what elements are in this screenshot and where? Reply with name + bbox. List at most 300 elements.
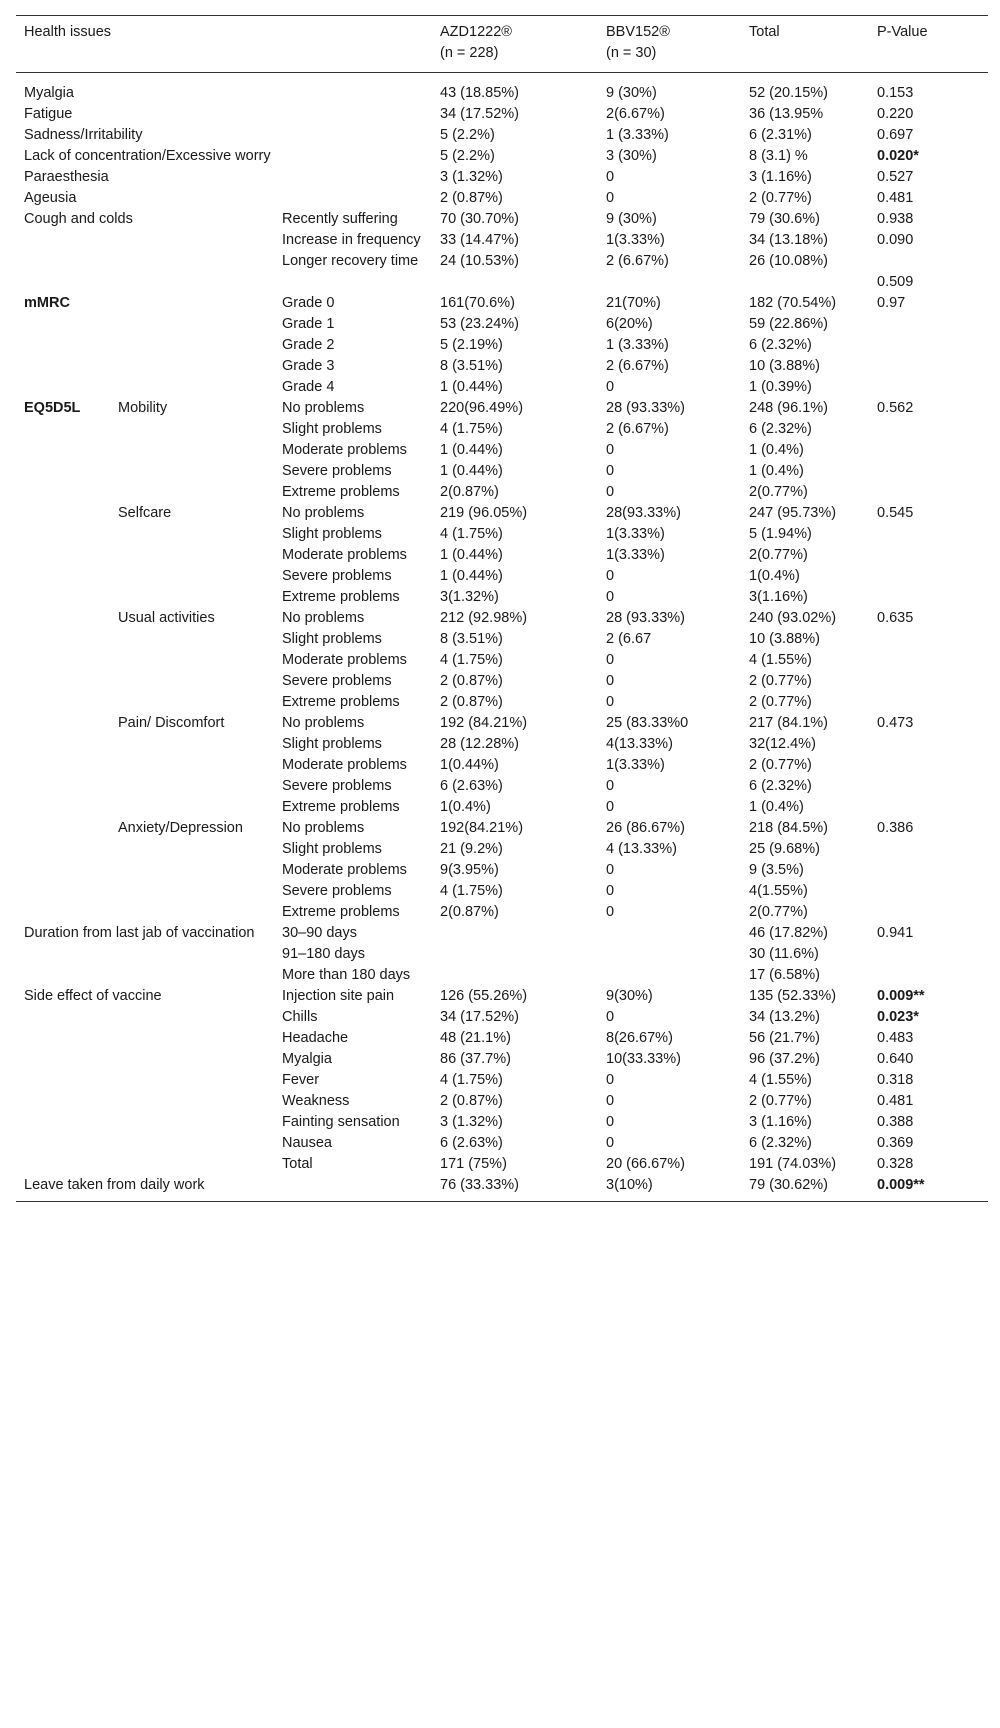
cell-total: 3 (1.16%) <box>749 169 812 185</box>
cell-bbv152: 0 <box>606 463 615 479</box>
table-row <box>16 1049 988 1070</box>
cell-total: 135 (52.33%) <box>749 988 837 1004</box>
cell-bbv152: 20 (66.67%) <box>606 1156 685 1172</box>
cell-health-issue <box>16 1112 274 1133</box>
cell-total: 5 (1.94%) <box>749 526 812 542</box>
cell-p-value: 0.386 <box>877 820 914 836</box>
cell-azd1222: 1 (0.44%) <box>440 547 503 563</box>
cell-health-issue <box>16 608 110 629</box>
cell-item: Fainting sensation <box>282 1114 400 1130</box>
cell-azd1222: 6 (2.63%) <box>440 1135 503 1151</box>
cell-health-issue: Side effect of vaccine <box>24 988 162 1004</box>
cell-p-value <box>869 797 988 818</box>
cell-p-value: 0.023* <box>877 1009 919 1025</box>
cell-health-issue <box>16 1091 274 1112</box>
cell-health-issue <box>16 566 110 587</box>
cell-p-value <box>869 692 988 713</box>
cell-bbv152: 0 <box>606 799 615 815</box>
table-row <box>16 482 988 503</box>
cell-total: 1 (0.4%) <box>749 799 804 815</box>
table-row <box>16 73 988 105</box>
cell-bbv152: 10(33.33%) <box>606 1051 681 1067</box>
cell-item: Slight problems <box>282 526 382 542</box>
cell-subcategory <box>110 461 274 482</box>
cell-health-issue <box>16 839 110 860</box>
cell-p-value: 0.481 <box>877 190 914 206</box>
cell-item: Moderate problems <box>282 757 407 773</box>
cell-azd1222: 70 (30.70%) <box>440 211 519 227</box>
cell-azd1222: 4 (1.75%) <box>440 883 503 899</box>
header-bbv152 <box>598 16 741 73</box>
table-row <box>16 755 988 776</box>
cell-item: Severe problems <box>282 883 392 899</box>
cell-bbv152: 1(3.33%) <box>606 526 665 542</box>
table-row <box>16 797 988 818</box>
cell-health-issue <box>16 545 110 566</box>
cell-azd1222: 33 (14.47%) <box>440 232 519 248</box>
cell-total: 2 (0.77%) <box>749 1093 812 1109</box>
cell-subcategory <box>110 860 274 881</box>
table-row <box>16 629 988 650</box>
cell-p-value: 0.220 <box>877 106 914 122</box>
cell-subcategory <box>110 566 274 587</box>
cell-azd1222: 3 (1.32%) <box>440 169 503 185</box>
cell-total: 248 (96.1%) <box>749 400 828 416</box>
table-row <box>16 1028 988 1049</box>
cell-health-issue <box>16 1133 274 1154</box>
cell-total: 26 (10.08%) <box>749 253 828 269</box>
cell-bbv152: 0 <box>606 904 615 920</box>
cell-health-issue <box>16 860 110 881</box>
cell-total: 79 (30.6%) <box>749 211 820 227</box>
cell-bbv152: 2 (6.67%) <box>606 253 669 269</box>
table-row <box>16 566 988 587</box>
cell-total: 25 (9.68%) <box>749 841 820 857</box>
cell-total: 9 (3.5%) <box>749 862 804 878</box>
cell-bbv152: 9(30%) <box>606 988 653 1004</box>
cell-item: No problems <box>282 505 365 521</box>
cell-bbv152: 0 <box>606 1072 615 1088</box>
cell-bbv152: 25 (83.33%0 <box>606 715 689 731</box>
cell-health-issue: Cough and colds <box>24 211 133 227</box>
cell-item: Myalgia <box>282 1051 332 1067</box>
cell-health-issue <box>16 440 110 461</box>
table-row <box>16 692 988 713</box>
table-row <box>16 125 988 146</box>
cell-azd1222: 6 (2.63%) <box>440 778 503 794</box>
cell-p-value <box>869 755 988 776</box>
cell-azd1222: 2(0.87%) <box>440 484 499 500</box>
table-row <box>16 335 988 356</box>
cell-health-issue <box>16 713 110 734</box>
cell-item: Slight problems <box>282 841 382 857</box>
cell-bbv152: 0 <box>606 883 615 899</box>
cell-azd1222: 28 (12.28%) <box>440 736 519 752</box>
cell-azd1222: 5 (2.2%) <box>440 148 495 164</box>
table-row <box>16 524 988 545</box>
cell-total: 34 (13.2%) <box>749 1009 820 1025</box>
cell-health-issue: mMRC <box>24 295 70 311</box>
header-bbv152-name: BBV152® <box>606 24 670 40</box>
cell-bbv152: 0 <box>606 442 615 458</box>
cell-bbv152: 6(20%) <box>606 316 653 332</box>
cell-azd1222: 2 (0.87%) <box>440 1093 503 1109</box>
cell-bbv152: 3(10%) <box>606 1177 653 1193</box>
table-row <box>16 608 988 629</box>
cell-bbv152 <box>598 965 741 986</box>
cell-item: Slight problems <box>282 736 382 752</box>
cell-subcategory <box>110 482 274 503</box>
cell-p-value: 0.97 <box>877 295 906 311</box>
header-p-value: P-Value <box>877 24 928 40</box>
cell-p-value: 0.153 <box>877 85 914 101</box>
cell-bbv152: 0 <box>606 862 615 878</box>
cell-azd1222: 171 (75%) <box>440 1156 507 1172</box>
cell-health-issue <box>16 587 110 608</box>
cell-health-issue <box>16 419 110 440</box>
cell-total: 2(0.77%) <box>749 484 808 500</box>
cell-total: 6 (2.31%) <box>749 127 812 143</box>
cell-subcategory <box>110 902 274 923</box>
cell-item: Severe problems <box>282 673 392 689</box>
cell-item: Extreme problems <box>282 904 400 920</box>
cell-health-issue <box>16 503 110 524</box>
cell-total: 2 (0.77%) <box>749 673 812 689</box>
cell-subcategory <box>110 839 274 860</box>
cell-item: No problems <box>282 400 365 416</box>
cell-health-issue <box>16 818 110 839</box>
cell-health-issue <box>16 965 274 986</box>
cell-p-value <box>869 629 988 650</box>
cell-azd1222: 9(3.95%) <box>440 862 499 878</box>
cell-p-value: 0.635 <box>877 610 914 626</box>
cell-p-value <box>869 650 988 671</box>
cell-bbv152: 0 <box>606 673 615 689</box>
cell-item: Moderate problems <box>282 652 407 668</box>
cell-health-issue <box>16 524 110 545</box>
cell-p-value: 0.697 <box>877 127 914 143</box>
cell-item: No problems <box>282 610 365 626</box>
cell-item: 30–90 days <box>282 925 357 941</box>
cell-total: 191 (74.03%) <box>749 1156 837 1172</box>
cell-health-issue <box>16 335 274 356</box>
cell-p-value: 0.388 <box>877 1114 914 1130</box>
cell-item: No problems <box>282 715 365 731</box>
cell-health-issue <box>16 1154 274 1175</box>
cell-item: Total <box>282 1156 313 1172</box>
cell-subcategory <box>110 545 274 566</box>
cell-azd1222: 34 (17.52%) <box>440 106 519 122</box>
cell-health-issue <box>16 755 110 776</box>
cell-item: Longer recovery time <box>282 253 419 269</box>
cell-total: 247 (95.73%) <box>749 505 837 521</box>
cell-bbv152: 0 <box>606 568 615 584</box>
table-row <box>16 167 988 188</box>
cell-bbv152: 0 <box>606 694 615 710</box>
cell-health-issue <box>16 692 110 713</box>
cell-p-value <box>869 734 988 755</box>
cell-item: Slight problems <box>282 421 382 437</box>
table-row <box>16 377 988 398</box>
cell-total: 2(0.77%) <box>749 904 808 920</box>
cell-total: 79 (30.62%) <box>749 1177 828 1193</box>
health-issues-table <box>16 15 988 1202</box>
table-row <box>16 1175 988 1202</box>
cell-bbv152: 28 (93.33%) <box>606 610 685 626</box>
cell-p-value <box>869 356 988 377</box>
cell-subcategory <box>110 629 274 650</box>
cell-item: Extreme problems <box>282 694 400 710</box>
cell-p-value: 0.369 <box>877 1135 914 1151</box>
cell-subcategory <box>110 419 274 440</box>
cell-azd1222: 21 (9.2%) <box>440 841 503 857</box>
cell-total: 4 (1.55%) <box>749 652 812 668</box>
cell-azd1222 <box>432 944 598 965</box>
cell-azd1222: 53 (23.24%) <box>440 316 519 332</box>
cell-azd1222: 126 (55.26%) <box>440 988 528 1004</box>
cell-p-value <box>869 461 988 482</box>
cell-item: Slight problems <box>282 631 382 647</box>
cell-bbv152: 21(70%) <box>606 295 661 311</box>
cell-p-value <box>869 524 988 545</box>
table-row <box>16 1091 988 1112</box>
cell-bbv152: 2 (6.67%) <box>606 421 669 437</box>
cell-azd1222: 24 (10.53%) <box>440 253 519 269</box>
cell-p-value <box>869 944 988 965</box>
table-row <box>16 104 988 125</box>
table-row <box>16 146 988 167</box>
cell-item: Increase in frequency <box>282 232 421 248</box>
table-row <box>16 965 988 986</box>
cell-p-value <box>869 482 988 503</box>
cell-total: 1 (0.4%) <box>749 442 804 458</box>
cell-total: 56 (21.7%) <box>749 1030 820 1046</box>
cell-p-value: 0.938 <box>877 211 914 227</box>
cell-total: 4 (1.55%) <box>749 1072 812 1088</box>
header-total: Total <box>749 24 780 40</box>
cell-total: 6 (2.32%) <box>749 421 812 437</box>
cell-azd1222: 161(70.6%) <box>440 295 515 311</box>
table-row <box>16 188 988 209</box>
cell-total: 59 (22.86%) <box>749 316 828 332</box>
cell-bbv152: 0 <box>606 190 615 206</box>
cell-azd1222: 4 (1.75%) <box>440 652 503 668</box>
cell-total: 10 (3.88%) <box>749 631 820 647</box>
cell-item: Grade 1 <box>282 316 335 332</box>
cell-bbv152: 28(93.33%) <box>606 505 681 521</box>
header-azd1222-n: (n = 228) <box>440 45 499 61</box>
cell-azd1222: 1(0.4%) <box>440 799 491 815</box>
cell-subcategory <box>110 797 274 818</box>
cell-azd1222: 1(0.44%) <box>440 757 499 773</box>
cell-health-issue: Sadness/Irritability <box>24 127 143 143</box>
cell-total: 17 (6.58%) <box>749 967 820 983</box>
cell-health-issue: Ageusia <box>24 190 77 206</box>
cell-health-issue <box>16 356 274 377</box>
cell-health-issue <box>16 1007 274 1028</box>
cell-bbv152: 1(3.33%) <box>606 232 665 248</box>
table-row <box>16 818 988 839</box>
cell-total: 1 (0.4%) <box>749 463 804 479</box>
cell-total: 4(1.55%) <box>749 883 808 899</box>
table-row <box>16 1112 988 1133</box>
cell-bbv152: 0 <box>606 1009 615 1025</box>
cell-p-value <box>869 545 988 566</box>
cell-subcategory <box>110 587 274 608</box>
cell-health-issue <box>16 377 274 398</box>
cell-total: 34 (13.18%) <box>749 232 828 248</box>
cell-health-issue <box>16 944 274 965</box>
cell-item: Nausea <box>282 1135 332 1151</box>
cell-bbv152: 28 (93.33%) <box>606 400 685 416</box>
cell-azd1222: 3(1.32%) <box>440 589 499 605</box>
cell-total: 6 (2.32%) <box>749 1135 812 1151</box>
cell-subcategory <box>110 524 274 545</box>
cell-bbv152: 1 (3.33%) <box>606 127 669 143</box>
cell-azd1222: 3 (1.32%) <box>440 1114 503 1130</box>
cell-health-issue: Myalgia <box>24 85 74 101</box>
cell-azd1222 <box>432 965 598 986</box>
table-row <box>16 587 988 608</box>
cell-total: 46 (17.82%) <box>749 925 828 941</box>
cell-azd1222: 1 (0.44%) <box>440 379 503 395</box>
table-row <box>16 671 988 692</box>
cell-health-issue <box>16 1028 274 1049</box>
cell-azd1222: 86 (37.7%) <box>440 1051 511 1067</box>
cell-bbv152: 1(3.33%) <box>606 547 665 563</box>
cell-p-value: 0.090 <box>877 232 914 248</box>
table-row <box>16 461 988 482</box>
cell-bbv152: 4 (13.33%) <box>606 841 677 857</box>
cell-azd1222: 5 (2.19%) <box>440 337 503 353</box>
cell-azd1222: 2(0.87%) <box>440 904 499 920</box>
cell-azd1222: 4 (1.75%) <box>440 526 503 542</box>
cell-health-issue: Fatigue <box>24 106 73 122</box>
cell-bbv152: 0 <box>606 484 615 500</box>
cell-p-value <box>869 671 988 692</box>
cell-health-issue <box>16 1049 274 1070</box>
cell-p-value <box>869 566 988 587</box>
cell-health-issue <box>16 629 110 650</box>
cell-azd1222: 2 (0.87%) <box>440 694 503 710</box>
table-row <box>16 1007 988 1028</box>
cell-health-issue <box>16 650 110 671</box>
cell-p-value <box>869 587 988 608</box>
cell-item: Extreme problems <box>282 799 400 815</box>
cell-bbv152: 1(3.33%) <box>606 757 665 773</box>
table-row <box>16 902 988 923</box>
cell-item: Headache <box>282 1030 349 1046</box>
cell-total: 218 (84.5%) <box>749 820 828 836</box>
cell-total: 240 (93.02%) <box>749 610 837 626</box>
cell-p-value <box>869 902 988 923</box>
cell-subcategory <box>110 755 274 776</box>
cell-bbv152: 3 (30%) <box>606 148 657 164</box>
cell-bbv152: 26 (86.67%) <box>606 820 685 836</box>
cell-health-issue <box>16 482 110 503</box>
cell-azd1222: 48 (21.1%) <box>440 1030 511 1046</box>
cell-total: 96 (37.2%) <box>749 1051 820 1067</box>
cell-bbv152: 2 (6.67 <box>606 631 652 647</box>
table-row <box>16 230 988 251</box>
cell-bbv152: 8(26.67%) <box>606 1030 673 1046</box>
cell-total: 8 (3.1) % <box>749 148 808 164</box>
cell-item: Grade 0 <box>282 295 335 311</box>
cell-azd1222: 2 (0.87%) <box>440 190 503 206</box>
cell-p-value: 0.545 <box>877 505 914 521</box>
cell-item: Grade 4 <box>282 379 335 395</box>
cell-azd1222: 43 (18.85%) <box>440 85 519 101</box>
cell-bbv152: 0 <box>606 778 615 794</box>
cell-subcategory: Mobility <box>118 400 168 416</box>
cell-p-value: 0.318 <box>877 1072 914 1088</box>
cell-total: 6 (2.32%) <box>749 778 812 794</box>
cell-health-issue: Lack of concentration/Excessive worry <box>24 148 271 164</box>
header-azd1222-name: AZD1222® <box>440 24 512 40</box>
table-row <box>16 356 988 377</box>
cell-azd1222: 219 (96.05%) <box>440 505 528 521</box>
cell-bbv152: 0 <box>606 379 615 395</box>
cell-total: 2 (0.77%) <box>749 190 812 206</box>
header-health-issues: Health issues <box>24 24 112 40</box>
table-row <box>16 1133 988 1154</box>
cell-item: Grade 2 <box>282 337 335 353</box>
table-row <box>16 503 988 524</box>
cell-health-issue <box>16 902 110 923</box>
cell-item: Chills <box>282 1009 318 1025</box>
cell-p-value <box>869 377 988 398</box>
cell-p-value: 0.009** <box>877 1177 925 1193</box>
cell-azd1222: 1 (0.44%) <box>440 568 503 584</box>
cell-subcategory <box>110 671 274 692</box>
cell-azd1222: 192(84.21%) <box>440 820 524 836</box>
cell-p-value <box>869 440 988 461</box>
cell-p-value: 0.473 <box>877 715 914 731</box>
cell-p-value <box>869 314 988 335</box>
cell-bbv152 <box>598 944 741 965</box>
cell-health-issue <box>16 251 274 293</box>
cell-total: 32(12.4%) <box>749 736 816 752</box>
header-azd1222 <box>432 16 598 73</box>
table-row <box>16 419 988 440</box>
cell-total: 182 (70.54%) <box>749 295 837 311</box>
cell-subcategory: Anxiety/Depression <box>118 820 243 836</box>
cell-p-value: 0.009** <box>877 988 925 1004</box>
cell-health-issue: Duration from last jab of vaccination <box>24 925 255 941</box>
cell-item: Extreme problems <box>282 484 400 500</box>
cell-p-value: 0.640 <box>877 1051 914 1067</box>
cell-azd1222: 1 (0.44%) <box>440 463 503 479</box>
cell-subcategory <box>110 650 274 671</box>
cell-subcategory <box>110 440 274 461</box>
cell-bbv152: 0 <box>606 1093 615 1109</box>
cell-health-issue <box>16 314 274 335</box>
cell-p-value <box>869 335 988 356</box>
cell-azd1222: 34 (17.52%) <box>440 1009 519 1025</box>
cell-azd1222: 4 (1.75%) <box>440 421 503 437</box>
cell-total: 2 (0.77%) <box>749 694 812 710</box>
table-row <box>16 1154 988 1175</box>
cell-bbv152: 0 <box>606 1114 615 1130</box>
table-row <box>16 986 988 1007</box>
table-row <box>16 1070 988 1091</box>
cell-subcategory: Usual activities <box>118 610 215 626</box>
table-row <box>16 860 988 881</box>
cell-azd1222: 220(96.49%) <box>440 400 524 416</box>
cell-p-value: 0.509 <box>877 274 914 290</box>
table-row <box>16 545 988 566</box>
table-row <box>16 839 988 860</box>
